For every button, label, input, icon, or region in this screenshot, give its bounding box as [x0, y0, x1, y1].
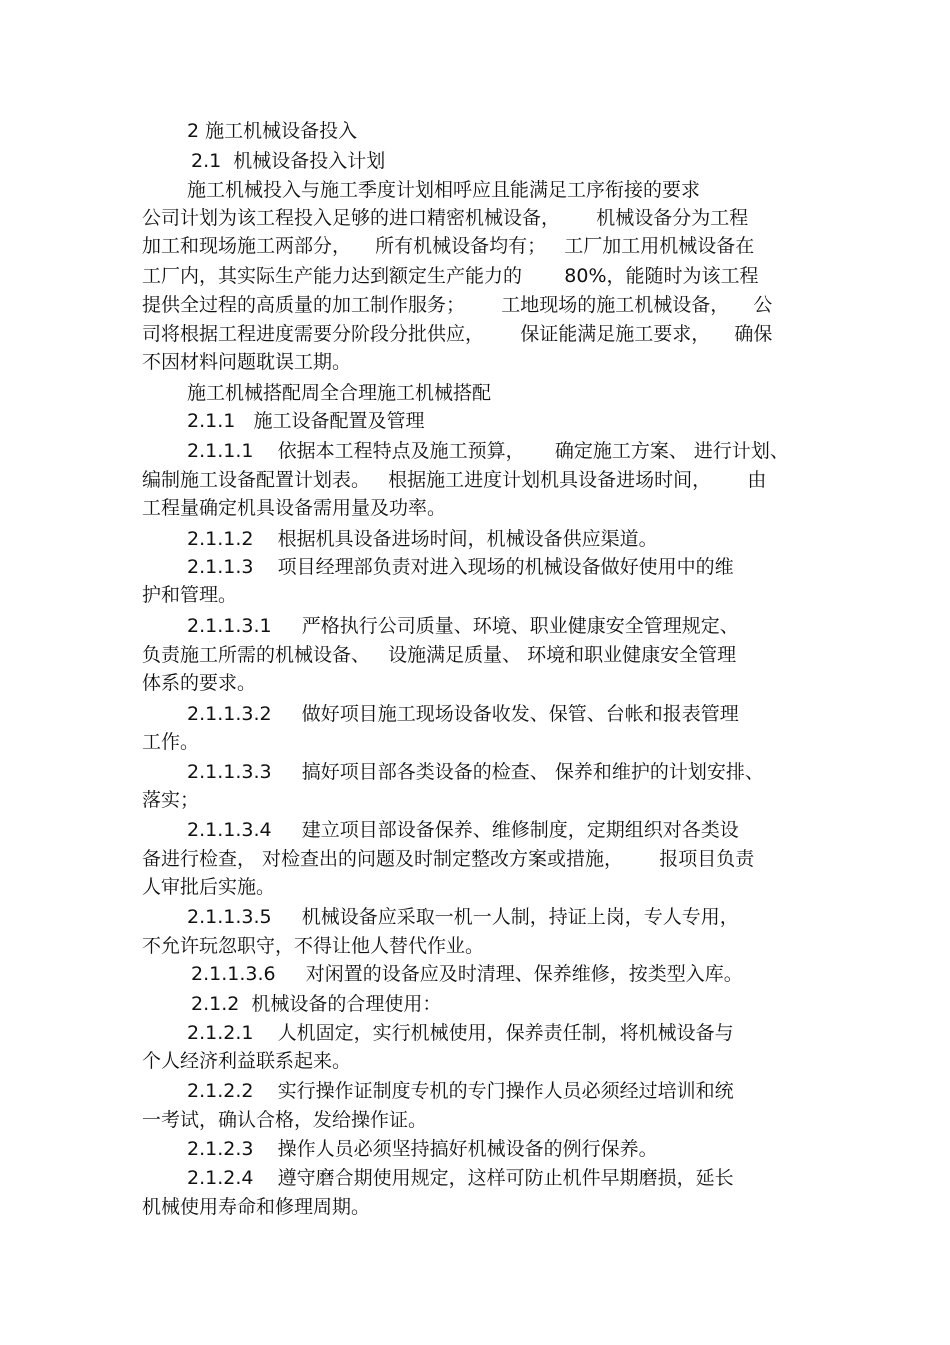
- clause-line: 2.1.1.1 依据本工程特点及施工预算， 确定施工方案、 进行计划、: [187, 440, 789, 462]
- clause-line: 备进行检查， 对检查出的问题及时制定整改方案或措施， 报项目负责: [142, 848, 755, 870]
- subsection-heading: 2.1 机械设备投入计划: [191, 150, 386, 172]
- clause-line: 2.1.1.3.3 搞好项目部各类设备的检查、 保养和维护的计划安排、: [187, 761, 764, 783]
- clause-line: 个人经济利益联系起来。: [142, 1050, 352, 1072]
- clause-line: 不允许玩忽职守，不得让他人替代作业。: [142, 935, 485, 957]
- clause-line: 护和管理。: [142, 584, 238, 606]
- clause-line: 2.1.1.3.1 严格执行公司质量、环境、职业健康安全管理规定、: [187, 615, 739, 637]
- clause-line: 2.1.1.3.4 建立项目部设备保养、维修制度，定期组织对各类设: [187, 819, 739, 841]
- paragraph-line: 工厂内，其实际生产能力达到额定生产能力的 80%，能随时为该工程: [142, 265, 759, 287]
- clause-line: 2.1.2.1 人机固定，实行机械使用，保养责任制，将机械设备与: [187, 1022, 734, 1044]
- subsection-heading: 2.1.1 施工设备配置及管理: [187, 410, 425, 432]
- clause-line: 负责施工所需的机械设备、 设施满足质量、 环境和职业健康安全管理: [142, 644, 737, 666]
- paragraph-line: 加工和现场施工两部分， 所有机械设备均有； 工厂加工用机械设备在: [142, 235, 755, 257]
- paragraph-line: 公司计划为该工程投入足够的进口精密机械设备， 机械设备分为工程: [142, 207, 749, 229]
- clause-line: 工程量确定机具设备需用量及功率。: [142, 497, 447, 519]
- clause-line: 2.1.2.4 遵守磨合期使用规定，这样可防止机件早期磨损，延长: [187, 1167, 734, 1189]
- clause-line: 2.1.1.3.2 做好项目施工现场设备收发、保管、台帐和报表管理: [187, 703, 739, 725]
- clause-line: 工作。: [142, 731, 200, 753]
- clause-line: 2.1.1.3.6 对闲置的设备应及时清理、保养维修，按类型入库。: [191, 963, 743, 985]
- clause-line: 编制施工设备配置计划表。 根据施工进度计划机具设备进场时间， 由: [142, 469, 767, 491]
- clause-line: 机械使用寿命和修理周期。: [142, 1196, 371, 1218]
- paragraph-line: 不因材料问题耽误工期。: [142, 351, 352, 373]
- clause-line: 一考试，确认合格，发给操作证。: [142, 1109, 428, 1131]
- clause-line: 人审批后实施。: [142, 876, 276, 898]
- section-heading: 2 施工机械设备投入: [187, 120, 358, 142]
- paragraph-line: 司将根据工程进度需要分阶段分批供应， 保证能满足施工要求， 确保: [142, 323, 773, 345]
- clause-line: 2.1.2.3 操作人员必须坚持搞好机械设备的例行保养。: [187, 1138, 658, 1160]
- clause-line: 2.1.1.2 根据机具设备进场时间，机械设备供应渠道。: [187, 528, 658, 550]
- clause-line: 体系的要求。: [142, 672, 257, 694]
- clause-line: 2.1.2.2 实行操作证制度专机的专门操作人员必须经过培训和统: [187, 1080, 734, 1102]
- clause-line: 2.1.1.3.5 机械设备应采取一机一人制，持证上岗，专人专用，: [187, 906, 739, 928]
- paragraph-line: 施工机械投入与施工季度计划相呼应且能满足工序衔接的要求: [187, 179, 701, 201]
- paragraph-line: 提供全过程的高质量的加工制作服务； 工地现场的施工机械设备， 公: [142, 294, 773, 316]
- clause-line: 落实；: [142, 789, 200, 811]
- subsection-heading: 2.1.2 机械设备的合理使用：: [191, 993, 442, 1015]
- clause-line: 2.1.1.3 项目经理部负责对进入现场的机械设备做好使用中的维: [187, 556, 734, 578]
- paragraph-line: 施工机械搭配周全合理施工机械搭配: [187, 382, 492, 404]
